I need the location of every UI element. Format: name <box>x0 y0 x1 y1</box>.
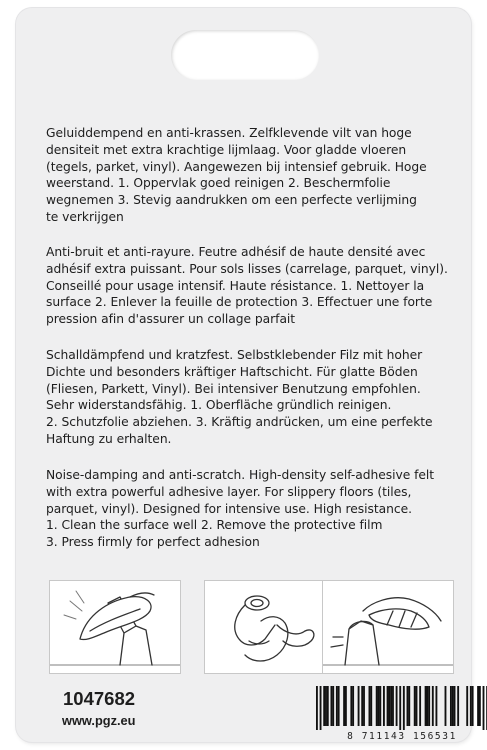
barcode-bar <box>408 686 410 726</box>
barcode-bar <box>452 686 454 726</box>
barcode-bar <box>466 686 468 726</box>
text-line: 3. Press firmly for perfect adhesion <box>46 535 260 550</box>
cleaning-surface-icon <box>49 580 181 674</box>
text-line: pression afin d'assurer un collage parfait <box>46 312 296 327</box>
barcode-bar <box>361 686 363 726</box>
barcode-bar <box>432 686 434 726</box>
website-url: www.pgz.eu <box>62 713 136 728</box>
barcode-bar <box>343 686 345 726</box>
text-line: Sehr widerstandsfähig. 1. Oberfläche gründlich reinigen. <box>46 398 392 413</box>
barcode-bar <box>435 686 437 726</box>
description-french <box>46 244 466 328</box>
text-line: Anti-bruit et anti-rayure. Feutre adhésif de haute densité avec <box>46 245 426 259</box>
barcode-bar <box>369 686 371 726</box>
text-line: 1. Clean the surface well 2. Remove the protective film <box>46 518 383 533</box>
text-line: adhésif extra puissant. Pour sols lisses (carrelage, parquet, vinyl). <box>46 261 448 276</box>
barcode-bar <box>428 686 430 726</box>
text-line: wegnemen 3. Stevig aandrukken om een perfecte verlijming <box>46 193 417 208</box>
barcode-bar <box>316 686 318 730</box>
barcode-bar <box>345 686 347 726</box>
article-number: 1047682 <box>63 688 136 709</box>
text-line: (Fliesen, Parkett, Vinyl). Bei intensiver Benutzung empfohlen. <box>46 381 421 396</box>
barcode-bar <box>396 686 398 726</box>
barcode-bar <box>350 686 352 726</box>
barcode-bar <box>387 686 389 726</box>
barcode-bar <box>445 686 447 726</box>
barcode-bar <box>378 686 380 726</box>
text-line: weerstand. 1. Oppervlak goed reinigen 2. Beschermfolie <box>46 176 391 191</box>
hang-hole <box>171 30 319 80</box>
barcode-bar <box>472 686 474 726</box>
text-line: Noise-damping and anti-scratch. High-density self-adhesive felt <box>46 468 435 482</box>
barcode-bar <box>338 686 340 726</box>
barcode-bar <box>403 686 405 730</box>
barcode-bar <box>363 686 365 726</box>
barcode-bar <box>358 686 360 726</box>
barcode-bar <box>336 686 338 726</box>
barcode-bar <box>479 686 481 726</box>
text-line: surface 2. Enlever la feuille de protection 3. Effectuer une forte <box>46 295 433 310</box>
text-line: Haftung zu erhalten. <box>46 431 172 446</box>
barcode-bar <box>457 686 459 726</box>
barcode-bar <box>323 686 325 726</box>
text-line: densiteit met extra krachtige lijmlaag. Voor gladde vloeren <box>46 142 407 157</box>
barcode <box>316 686 487 730</box>
barcode-bar <box>414 686 416 726</box>
package-back-card <box>16 8 471 742</box>
barcode-bar <box>470 686 472 726</box>
barcode-bar <box>454 686 456 726</box>
remove-film-icon <box>204 580 336 674</box>
text-line: Geluiddempend en anti-krassen. Zelfklevende vilt van hoge <box>46 126 412 140</box>
barcode-bar <box>483 686 485 730</box>
text-line: Dichte und besonders kräftiger Haftschicht. Für glatte Böden <box>46 364 418 379</box>
barcode-bar <box>407 686 409 726</box>
text-line: Conseillé pour usage intensif. Haute résistance. 1. Nettoyer la <box>46 278 425 293</box>
barcode-bar <box>388 686 390 726</box>
barcode-bar <box>392 686 394 726</box>
description-german <box>46 347 466 448</box>
barcode-bar <box>416 686 418 726</box>
barcode-bar <box>383 686 385 726</box>
text-line: 2. Schutzfolie abziehen. 3. Kräftig andrücken, um eine perfekte <box>46 415 433 430</box>
barcode-bar <box>330 686 332 726</box>
text-line: te verkrijgen <box>46 209 124 224</box>
barcode-bar <box>327 686 329 726</box>
barcode-bar <box>390 686 392 726</box>
barcode-bar <box>320 686 322 730</box>
description-english <box>46 467 466 551</box>
barcode-bar <box>379 686 381 726</box>
barcode-bar <box>370 686 372 726</box>
barcode-bar <box>332 686 334 726</box>
description-dutch <box>46 125 466 226</box>
barcode-bar <box>426 686 428 726</box>
text-line: parquet, vinyl). Designed for intensive use. High resistance. <box>46 501 412 516</box>
press-pad-icon <box>322 580 454 674</box>
barcode-bar <box>376 686 378 726</box>
barcode-bar <box>450 686 452 726</box>
barcode-bar <box>399 686 401 730</box>
barcode-number: 8 711143 156531 <box>347 731 457 742</box>
text-line: (tegels, parket, vinyl). Aangewezen bij intensief gebruik. Hoge <box>46 159 427 174</box>
barcode-bar <box>425 686 427 726</box>
barcode-bar <box>325 686 327 726</box>
barcode-bar <box>419 686 421 726</box>
text-line: Schalldämpfend und kratzfest. Selbstklebender Filz mit hoher <box>46 348 423 362</box>
text-line: with extra powerful adhesive layer. For slippery floors (tiles, <box>46 484 412 499</box>
barcode-bar <box>352 686 354 726</box>
barcode-bar <box>477 686 479 726</box>
